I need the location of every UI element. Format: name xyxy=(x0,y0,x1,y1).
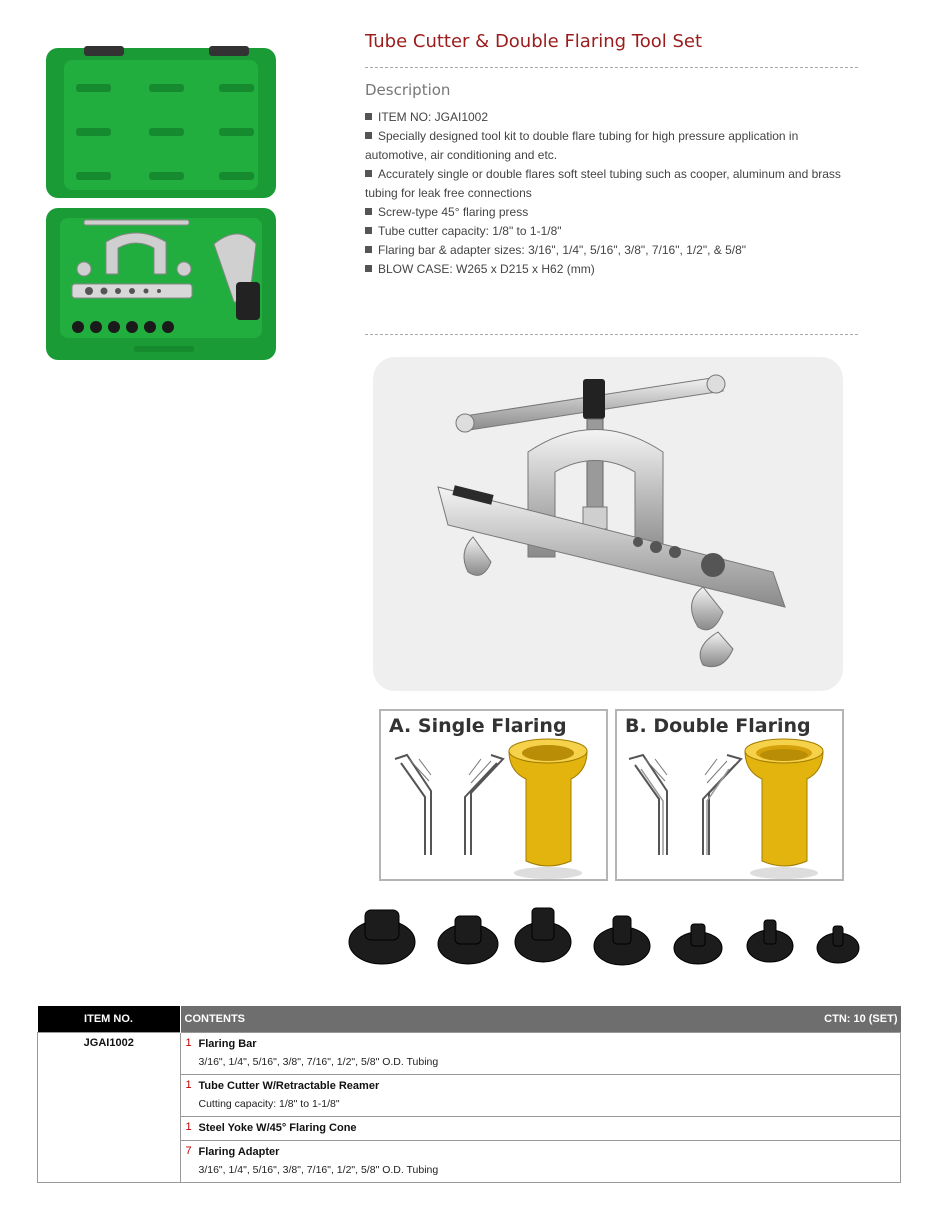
feature-item: ITEM NO: JGAI1002 xyxy=(365,108,860,127)
description-heading: Description xyxy=(365,81,451,99)
contents-table xyxy=(37,1006,901,1183)
single-flare-diagram-icon xyxy=(381,711,606,879)
qty-cell: 1 xyxy=(180,1033,197,1075)
feature-item: Specially designed tool kit to double flare tubing for high pressure application in automotive, air conditioning and etc. xyxy=(365,129,799,162)
content-cell: Flaring Bar 3/16", 1/4", 5/16", 3/8", 7/16", 1/2", 5/8" O.D. Tubing xyxy=(197,1033,901,1075)
item-no-cell: JGAI1002 xyxy=(38,1033,181,1183)
feature-list xyxy=(365,108,860,279)
product-title: Tube Cutter & Double Flaring Tool Set xyxy=(365,31,703,52)
feature-item: BLOW CASE: W265 x D215 x H62 (mm) xyxy=(365,260,860,279)
flaring-adapters-icon xyxy=(340,898,870,978)
content-cell: Tube Cutter W/Retractable Reamer Cutting capacity: 1/8" to 1-1/8" xyxy=(197,1075,901,1117)
header-contents: CONTENTS CTN: 10 (SET) xyxy=(180,1006,901,1033)
double-flaring-panel xyxy=(615,709,844,881)
table-header-row xyxy=(38,1006,901,1033)
divider xyxy=(365,67,858,68)
green-blow-case-icon xyxy=(44,44,278,362)
content-cell: Flaring Adapter 3/16", 1/4", 5/16", 3/8", 7/16", 1/2", 5/8" O.D. Tubing xyxy=(197,1141,901,1183)
feature-item: Screw-type 45° flaring press xyxy=(365,203,860,222)
qty-cell: 1 xyxy=(180,1117,197,1141)
flaring-tool-photo xyxy=(373,357,843,691)
table-row xyxy=(38,1033,901,1075)
tool-case-image xyxy=(44,44,278,362)
feature-item: Accurately single or double flares soft steel tubing such as cooper, aluminum and brass tubing for leak free connections xyxy=(365,167,841,200)
double-flaring-title: B. Double Flaring xyxy=(625,715,811,737)
single-flaring-panel xyxy=(379,709,608,881)
feature-item: Flaring bar & adapter sizes: 3/16", 1/4", 5/16", 3/8", 7/16", 1/2", & 5/8" xyxy=(365,241,860,260)
feature-item: Tube cutter capacity: 1/8" to 1-1/8" xyxy=(365,222,860,241)
single-flaring-title: A. Single Flaring xyxy=(389,715,567,737)
divider xyxy=(365,334,858,335)
qty-cell: 1 xyxy=(180,1075,197,1117)
header-item-no: ITEM NO. xyxy=(38,1006,181,1033)
square-bullet-icon xyxy=(365,208,372,215)
content-cell: Steel Yoke W/45° Flaring Cone xyxy=(197,1117,901,1141)
square-bullet-icon xyxy=(365,170,372,177)
flaring-tool-icon xyxy=(373,357,843,691)
square-bullet-icon xyxy=(365,227,372,234)
flaring-adapters-image xyxy=(340,898,870,978)
square-bullet-icon xyxy=(365,132,372,139)
square-bullet-icon xyxy=(365,113,372,120)
double-flare-diagram-icon xyxy=(617,711,842,879)
qty-cell: 7 xyxy=(180,1141,197,1183)
square-bullet-icon xyxy=(365,265,372,272)
header-ctn: CTN: 10 (SET) xyxy=(824,1013,898,1025)
square-bullet-icon xyxy=(365,246,372,253)
